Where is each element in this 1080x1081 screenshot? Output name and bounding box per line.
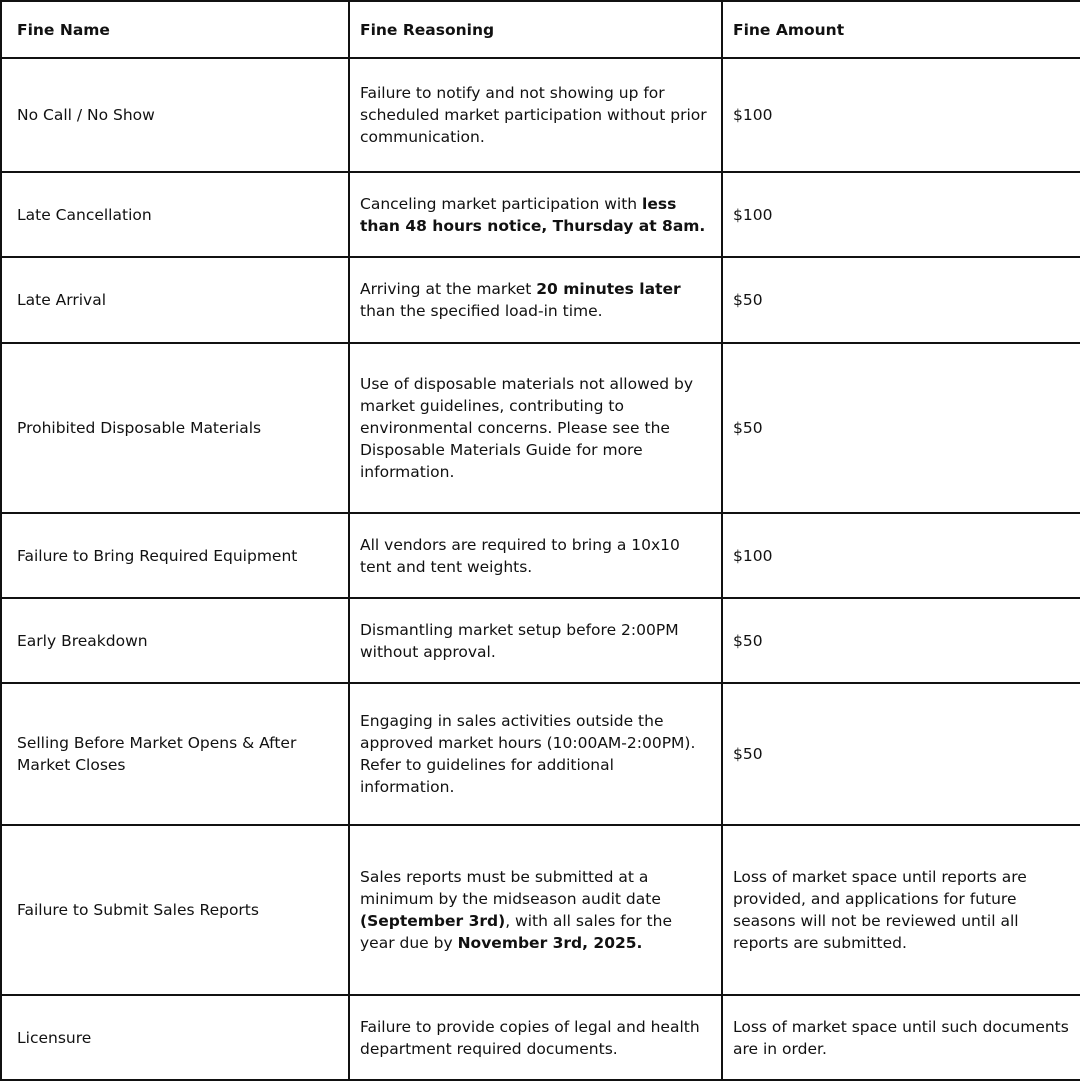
fine-name-cell: Prohibited Disposable Materials [1, 343, 349, 513]
fine-name-cell: Early Breakdown [1, 598, 349, 683]
reasoning-emphasis: 20 minutes later [536, 280, 681, 298]
table-row [1, 995, 1080, 1080]
reasoning-text: Use of disposable materials not allowed by market guidelines, contributing to environmental concerns. Please see the Disposable Materials Guide for more information. [360, 375, 694, 481]
fine-name-cell: Failure to Submit Sales Reports [1, 825, 349, 995]
table-row [1, 683, 1080, 825]
fine-amount-cell: $50 [722, 257, 1080, 343]
fine-reasoning-cell [349, 598, 722, 683]
reasoning-text: Failure to provide copies of legal and health department required documents. [360, 1017, 700, 1058]
reasoning-text: than the specified load-in time. [360, 302, 603, 320]
reasoning-text: Dismantling market setup before 2:00PM without approval. [360, 620, 679, 661]
table-row [1, 825, 1080, 995]
reasoning-emphasis: less than 48 hours notice, Thursday at 8am. [360, 194, 706, 235]
fine-amount-cell: Loss of market space until such documents are in order. [722, 995, 1080, 1080]
header-fine-reasoning: Fine Reasoning [349, 1, 722, 58]
fine-reasoning-cell [349, 58, 722, 172]
fine-reasoning-cell [349, 172, 722, 257]
reasoning-text: Canceling market participation with [360, 194, 643, 213]
reasoning-text: Sales reports must be submitted at a minimum by the midseason audit date [360, 868, 661, 908]
table-row [1, 257, 1080, 343]
reasoning-text: Engaging in sales activities outside the approved market hours (10:00AM-2:00PM). Refer to guidelines for additional information. [360, 712, 696, 796]
table-row [1, 598, 1080, 683]
reasoning-text: , with all sales for the year due by [360, 912, 672, 952]
fine-reasoning-cell [349, 995, 722, 1080]
fine-name-cell: Selling Before Market Opens & After Market Closes [1, 683, 349, 825]
fine-name-cell: Late Cancellation [1, 172, 349, 257]
reasoning-text: Arriving at the market [360, 280, 537, 298]
fine-amount-cell: Loss of market space until reports are provided, and applications for future seasons will not be reviewed until all reports are submitted. [722, 825, 1080, 995]
header-fine-amount: Fine Amount [722, 1, 1080, 58]
fine-name-cell: Licensure [1, 995, 349, 1080]
reasoning-text: Failure to notify and not showing up for scheduled market participation without prior communication. [360, 84, 707, 146]
fine-amount-cell: $50 [722, 598, 1080, 683]
table-row [1, 58, 1080, 172]
fine-reasoning-cell [349, 825, 722, 995]
table-row [1, 513, 1080, 598]
fine-name-cell: No Call / No Show [1, 58, 349, 172]
reasoning-text: All vendors are required to bring a 10x10 tent and tent weights. [360, 535, 680, 576]
fine-reasoning-cell [349, 683, 722, 825]
fine-reasoning-cell [349, 343, 722, 513]
fine-name-cell: Failure to Bring Required Equipment [1, 513, 349, 598]
reasoning-emphasis: (September 3rd) [360, 912, 506, 930]
fine-amount-cell: $100 [722, 58, 1080, 172]
table-row [1, 343, 1080, 513]
fine-amount-cell: $50 [722, 343, 1080, 513]
fine-name-cell: Late Arrival [1, 257, 349, 343]
reasoning-emphasis: November 3rd, 2025. [457, 934, 643, 952]
fine-amount-cell: $100 [722, 513, 1080, 598]
table-row [1, 172, 1080, 257]
header-row [1, 1, 1080, 58]
fine-reasoning-cell [349, 257, 722, 343]
header-fine-name: Fine Name [1, 1, 349, 58]
fine-amount-cell: $50 [722, 683, 1080, 825]
table-body [1, 58, 1080, 1080]
fine-amount-cell: $100 [722, 172, 1080, 257]
fine-reasoning-cell [349, 513, 722, 598]
